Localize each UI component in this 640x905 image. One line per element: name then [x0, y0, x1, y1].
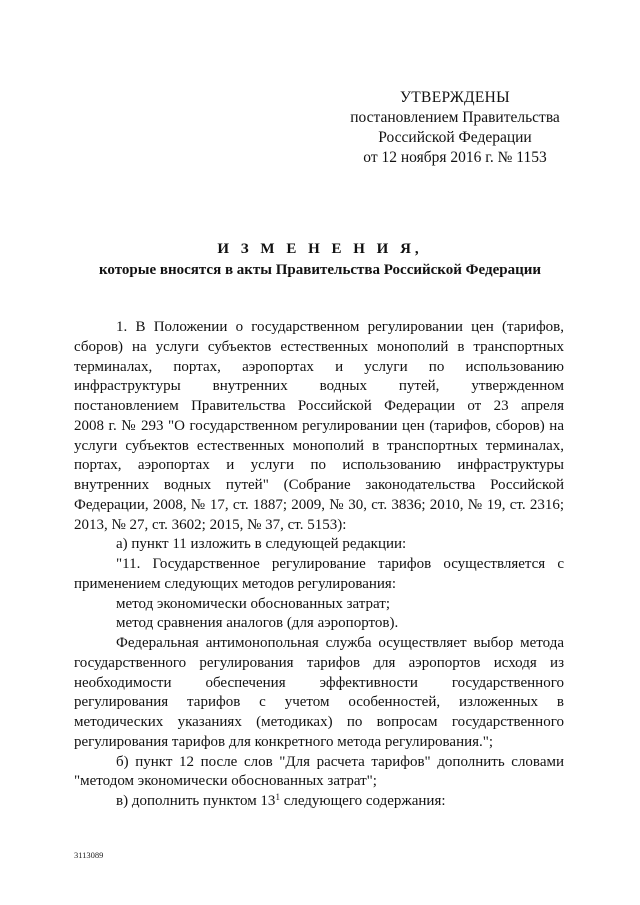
document-number: 3113089: [74, 850, 104, 860]
paragraph-8-superscript: 1: [275, 792, 280, 802]
paragraph-line: Федерации, 2008, № 17, ст. 1887; 2009, № 30, ст. 3836; 2010, № 19, ст. 2316;: [74, 496, 564, 513]
paragraph-line: "11. Государственное регулирование тарифов осуществляется с: [116, 556, 564, 572]
paragraph-7: [74, 753, 564, 793]
paragraph-line: метод сравнения аналогов (для аэропортов).: [116, 615, 399, 632]
paragraph-line: применением следующих методов регулирования:: [74, 575, 396, 592]
paragraph-line: Федеральная антимонопольная служба осуществляет выбор метода: [116, 635, 564, 651]
paragraph-line: 2013, № 27, ст. 3602; 2015, № 37, ст. 5153):: [74, 516, 347, 533]
approval-stamp: [330, 88, 580, 168]
approval-line-2: Российской Федерации: [378, 129, 532, 146]
paragraph-line: необходимости обеспечения эффективности государственного: [74, 674, 564, 691]
document-title: И З М Е Н Е Н И Я,: [217, 241, 423, 257]
paragraph-5: [74, 614, 564, 634]
paragraph-8: [74, 792, 564, 812]
paragraph-6: [74, 634, 564, 753]
paragraph-8-text-after: следующего содержания:: [279, 793, 446, 809]
paragraph-line: постановлением Правительства Российской Федерации от 23 апреля: [74, 398, 564, 414]
paragraph-line: сборов) на услуги субъектов естественных монополий в транспортных: [74, 338, 564, 355]
paragraph-line: терминалах, портах, аэропортах и услуги по использованию: [74, 358, 564, 375]
paragraph-line: методических указаниях (методиках) по вопросам государственного: [74, 714, 564, 730]
paragraph-line: [74, 792, 564, 812]
paragraph-line: регулирования тарифов для конкретного метода регулирования.";: [74, 733, 494, 750]
paragraph-line: метод экономически обоснованных затрат;: [116, 595, 391, 612]
paragraph-line: 2008 г. № 293 "О государственном регулировании цен (тарифов, сборов) на: [74, 417, 564, 434]
paragraph-line: услуги субъектов естественных монополий в транспортных терминалах,: [74, 437, 564, 454]
paragraph-line: б) пункт 12 после слов "Для расчета тарифов" дополнить словами: [116, 753, 564, 770]
approval-line-3: от 12 ноября 2016 г. № 1153: [363, 149, 547, 166]
paragraph-line: инфраструктуры внутренних водных путей, утвержденном: [74, 378, 564, 395]
paragraph-line: государственного регулирования тарифов для аэропортов исходя из: [74, 654, 564, 671]
paragraph-line: регулирования тарифов с учетом особенностей, изложенных в: [74, 694, 564, 711]
paragraph-1: [74, 318, 564, 535]
paragraph-line: "методом экономически обоснованных затрат";: [74, 773, 377, 790]
paragraph-line: а) пункт 11 изложить в следующей редакции:: [116, 536, 407, 553]
paragraph-line: портах, аэропортах и услуги по использованию инфраструктуры: [74, 457, 564, 474]
paragraph-3: [74, 555, 564, 595]
document-subtitle: которые вносятся в акты Правительства Российской Федерации: [98, 262, 542, 278]
approval-line-1: постановлением Правительства: [350, 109, 560, 126]
paragraph-line: внутренних водных путей" (Собрание законодательства Российской: [74, 477, 564, 493]
paragraph-8-text-before: в) дополнить пунктом 13: [116, 793, 276, 809]
approval-title: УТВЕРЖДЕНЫ: [400, 89, 510, 106]
paragraph-2: [74, 535, 564, 555]
document-body: [74, 318, 564, 812]
paragraph-4: [74, 595, 564, 615]
paragraph-line: 1. В Положении о государственном регулировании цен (тарифов,: [116, 319, 564, 335]
